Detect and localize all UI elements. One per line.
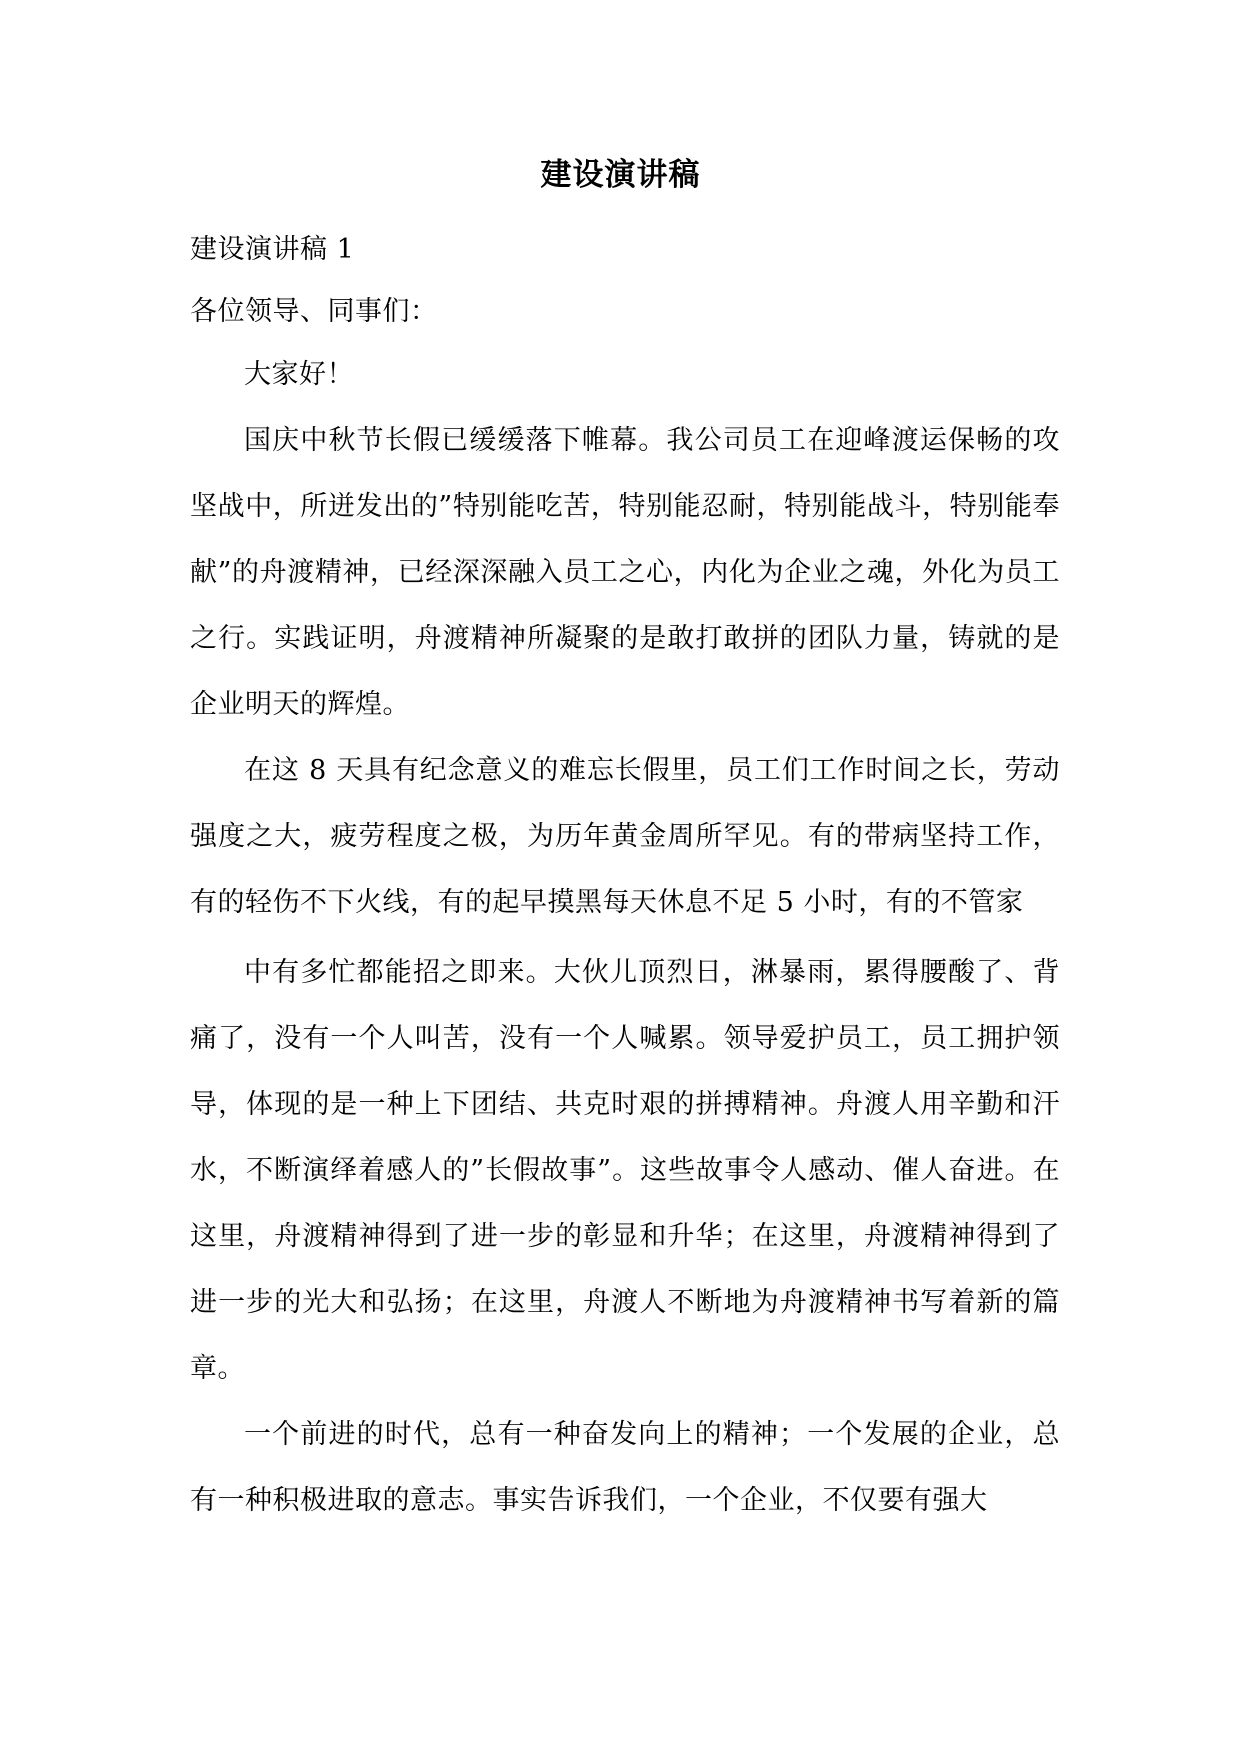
paragraph-greeting: 大家好！ bbox=[244, 359, 354, 390]
paragraph-eight-days: 在这 8 天具有纪念意义的难忘长假里，员工们工作时间之长，劳动强度之大，疲劳程度之极，为历年黄金周所罕见。有的带病坚持工作，有的轻伤不下火线，有的起早摸黑每天休息不足 5 小时，有的不管家 bbox=[190, 755, 1060, 918]
document-title: 建设演讲稿 bbox=[540, 157, 701, 193]
document-subtitle: 建设演讲稿 1 bbox=[190, 234, 355, 265]
paragraph-era: 一个前进的时代，总有一种奋发向上的精神；一个发展的企业，总有一种积极进取的意志。事实告诉我们，一个企业，不仅要有强大 bbox=[190, 1419, 1060, 1516]
paragraph-block-2 bbox=[190, 940, 1060, 1534]
paragraph-holiday: 国庆中秋节长假已缓缓落下帷幕。我公司员工在迎峰渡运保畅的攻坚战中，所迸发出的”特别能吃苦，特别能忍耐，特别能战斗，特别能奉献”的舟渡精神，已经深深融入员工之心，内化为企业之魂，外化为员工之行。实践证明，舟渡精神所凝聚的是敢打敢拼的团队力量，铸就的是企业明天的辉煌。 bbox=[190, 425, 1060, 720]
paragraph-block-1 bbox=[190, 342, 1060, 936]
salutation: 各位领导、同事们： bbox=[190, 296, 438, 327]
paragraph-busy: 中有多忙都能招之即来。大伙儿顶烈日，淋暴雨，累得腰酸了、背痛了，没有一个人叫苦，没有一个人喊累。领导爱护员工，员工拥护领导，体现的是一种上下团结、共克时艰的拼搏精神。舟渡人用辛勤和汗水，不断演绎着感人的”长假故事”。这些故事令人感动、催人奋进。在这里，舟渡精神得到了进一步的彰显和升华；在这里，舟渡精神得到了进一步的光大和弘扬；在这里，舟渡人不断地为舟渡精神书写着新的篇章。 bbox=[190, 957, 1060, 1384]
